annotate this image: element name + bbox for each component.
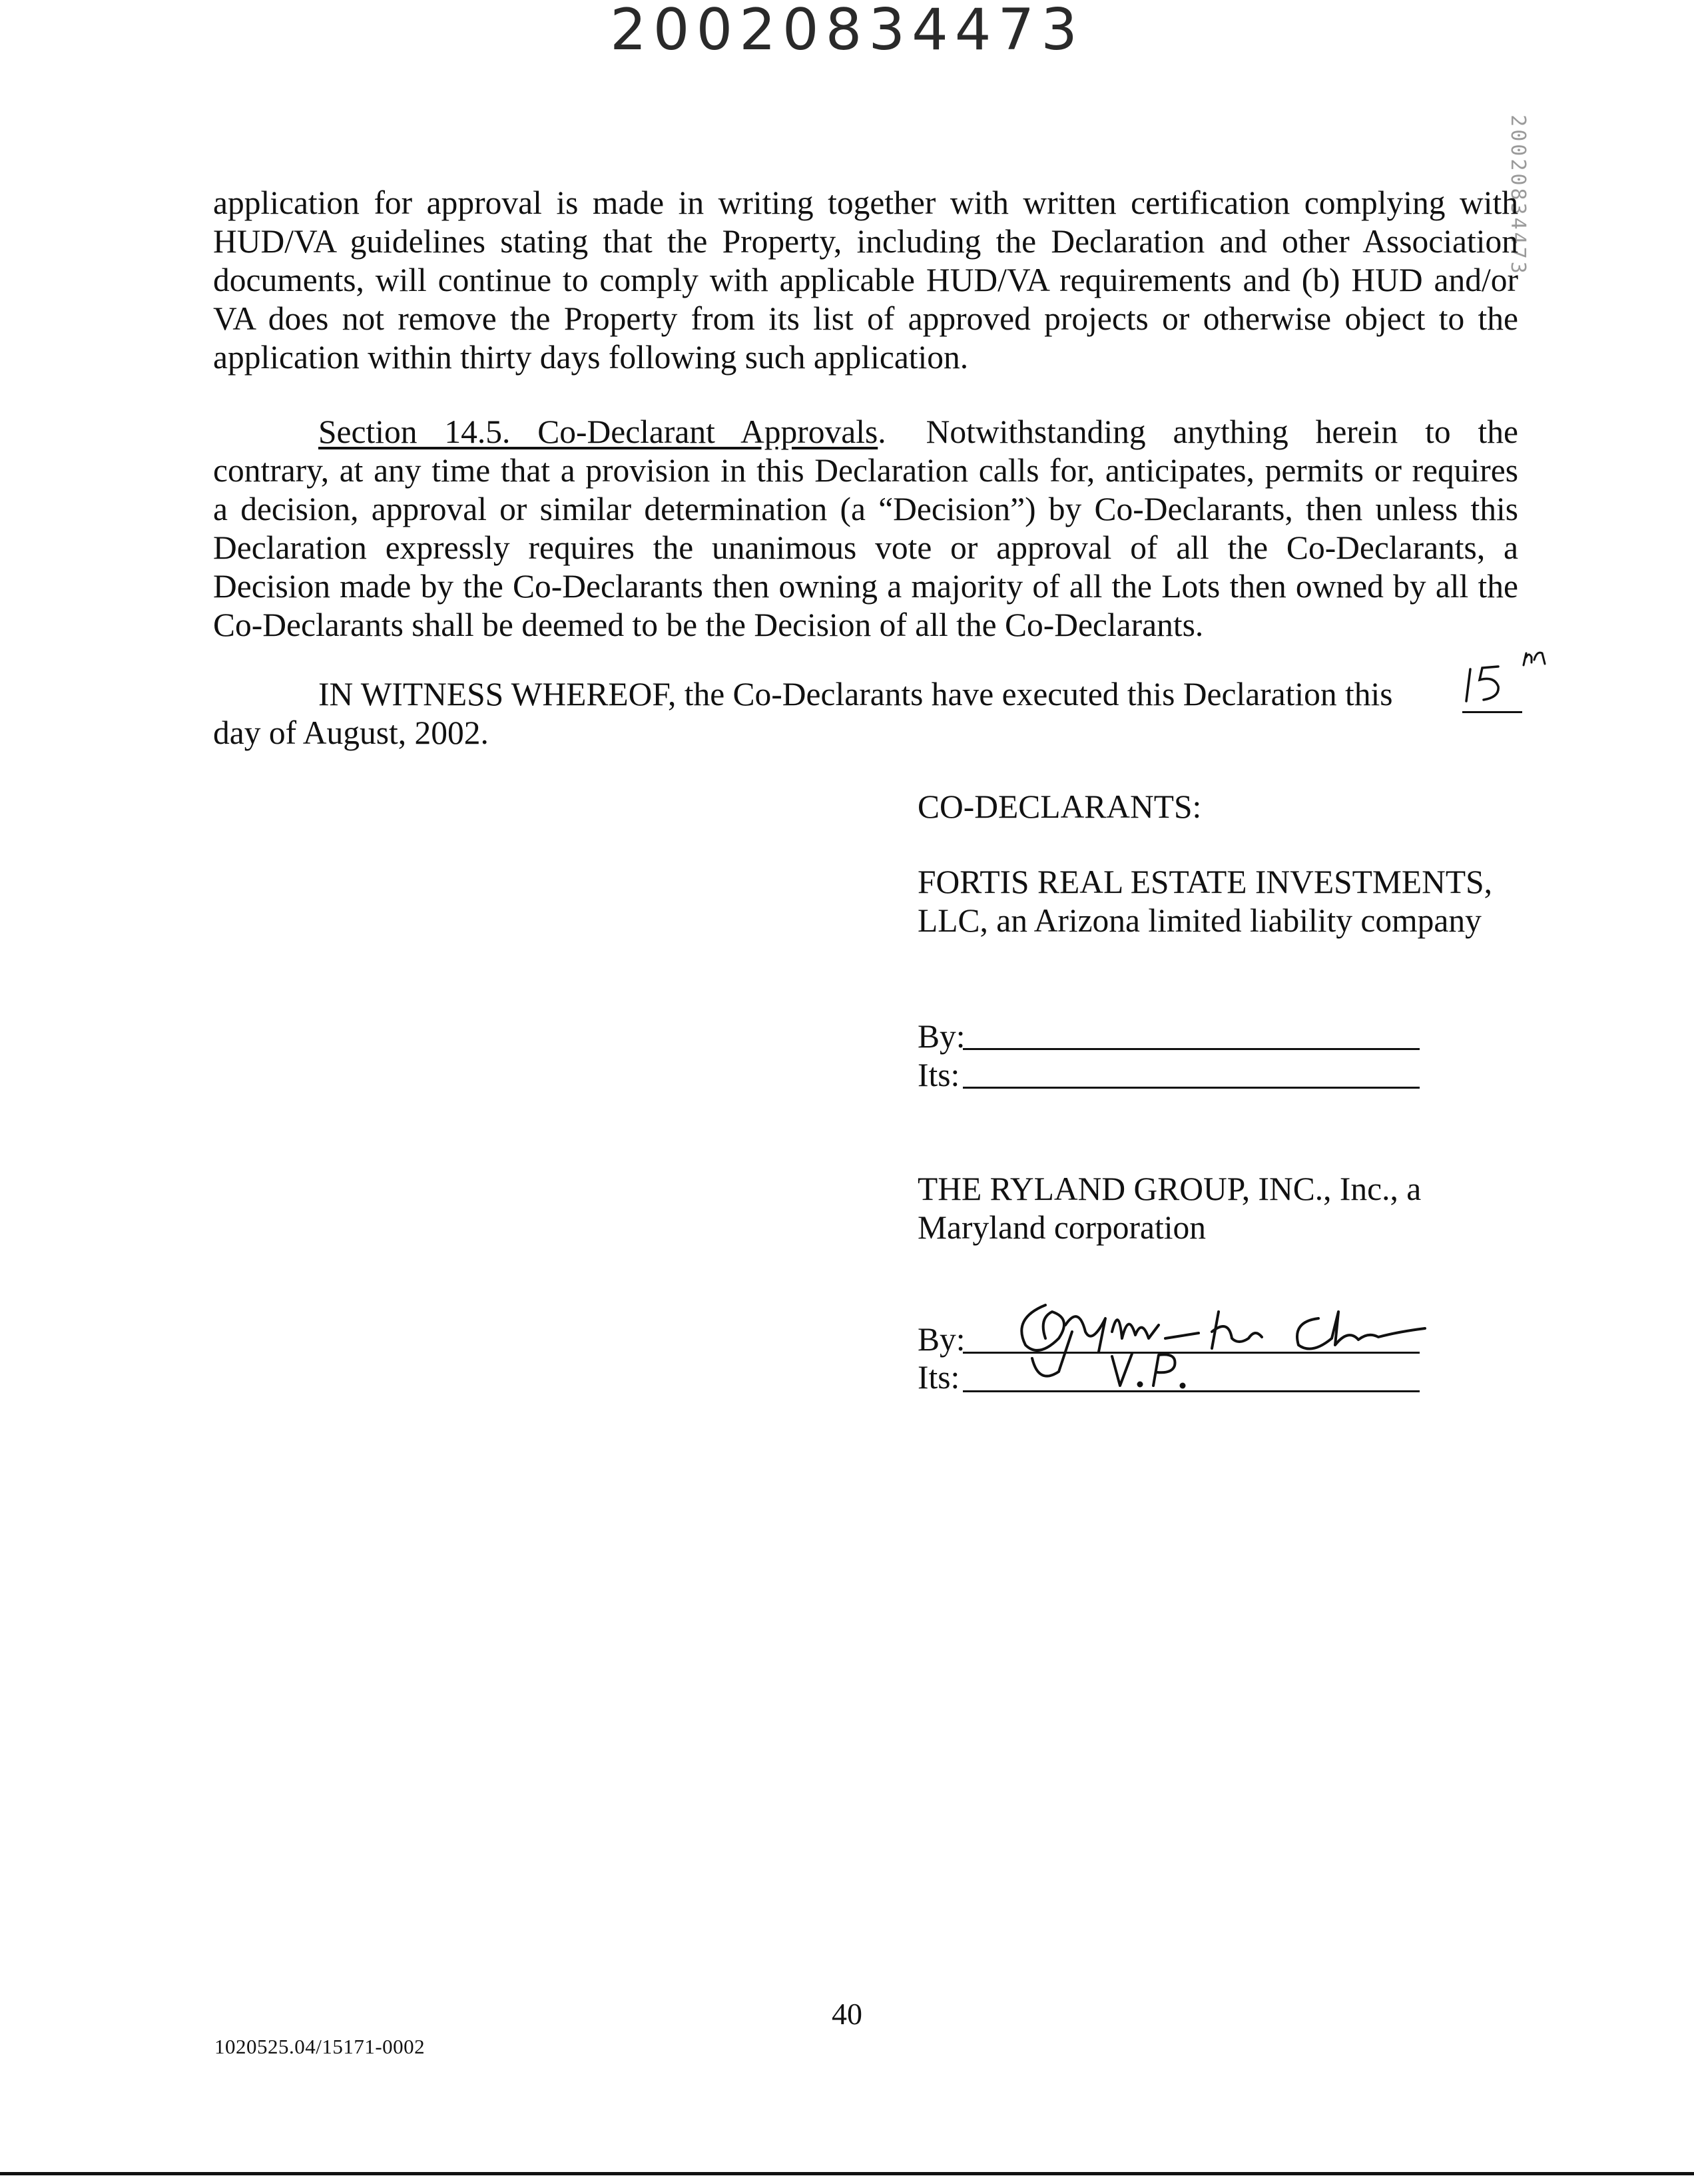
- witness-clause: IN WITNESS WHEREOF, the Co-Declarants have executed this Declaration this: [318, 676, 1393, 712]
- paragraph-hud-va: [213, 184, 1518, 377]
- party1-by-line: [963, 1048, 1420, 1050]
- section-first-line-rest: Notwithstanding anything herein to the: [926, 413, 1518, 450]
- paragraph-line: a decision, approval or similar determination (a “Decision”) by Co-Declarants, then unless this: [213, 491, 1518, 527]
- party2-by-label: By:: [918, 1321, 966, 1358]
- party1-by-label: By:: [918, 1018, 966, 1055]
- paragraph-line: Decision made by the Co-Declarants then owning a majority of all the Lots then owned by all the: [213, 568, 1518, 605]
- handwritten-title: [1105, 1348, 1199, 1395]
- section-heading: Section 14.5. Co-Declarant Approvals: [318, 413, 878, 450]
- paragraph-line: application within thirty days following such application.: [213, 339, 969, 376]
- party1-name: FORTIS REAL ESTATE INVESTMENTS,: [918, 864, 1492, 900]
- co-declarants-heading: CO-DECLARANTS:: [918, 788, 1202, 825]
- page-number: 40: [832, 1997, 862, 2031]
- bottom-rule: [0, 2172, 1694, 2175]
- party2-its-label: Its:: [918, 1359, 960, 1396]
- paragraph-line: HUD/VA guidelines stating that the Property, including the Declaration and other Association: [213, 223, 1518, 260]
- paragraph-line: documents, will continue to comply with applicable HUD/VA requirements and (b) HUD and/or: [213, 262, 1518, 298]
- paragraph-line: Declaration expressly requires the unanimous vote or approval of all the Co-Declarants, a: [213, 529, 1518, 566]
- handwritten-day: [1460, 649, 1553, 716]
- handwritten-signature: [999, 1292, 1438, 1392]
- party2-description: Maryland corporation: [918, 1209, 1206, 1246]
- party1-description: LLC, an Arizona limited liability company: [918, 902, 1482, 939]
- paragraph-line: application for approval is made in writing together with written certification complying with: [213, 184, 1518, 221]
- party1-its-label: Its:: [918, 1057, 960, 1093]
- section-heading-period: .: [878, 413, 886, 450]
- section-first-line: [213, 413, 1518, 451]
- paragraph-line: contrary, at any time that a provision in this Declaration calls for, anticipates, permits or requires: [213, 452, 1518, 489]
- footer-document-id: 1020525.04/15171-0002: [214, 2035, 425, 2058]
- section-14-5: [213, 413, 1518, 645]
- witness-date-line: day of August, 2002.: [213, 714, 489, 751]
- paragraph-line: VA does not remove the Property from its list of approved projects or otherwise object to the: [213, 300, 1518, 337]
- paragraph-line: Co-Declarants shall be deemed to be the Decision of all the Co-Declarants.: [213, 607, 1204, 643]
- party2-name: THE RYLAND GROUP, INC., Inc., a: [918, 1171, 1422, 1207]
- party1-its-line: [963, 1087, 1420, 1089]
- document-number: 20020834473: [610, 0, 1084, 63]
- side-stamp-text: 20020834473: [1506, 114, 1529, 276]
